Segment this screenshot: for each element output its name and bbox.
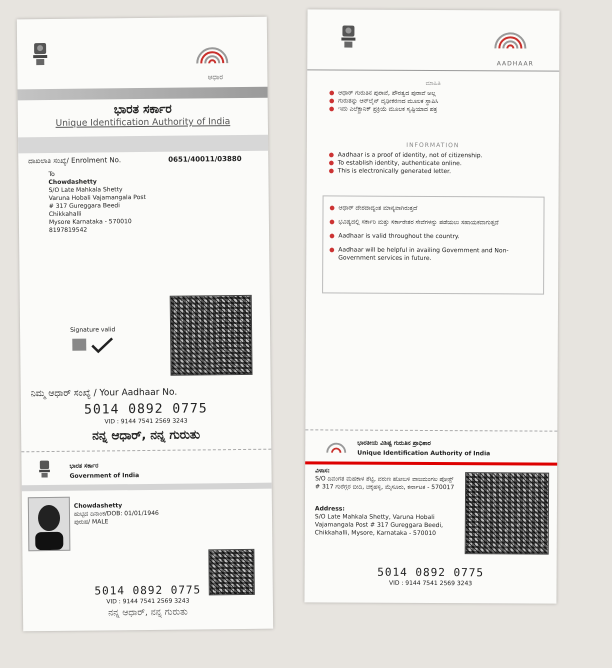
address-text: S/O Late Mahkala Shetty, Varuna Hobali Vajamangala Post # 317 Gureggara Beedi, Chikkahalli, Mysore, Karnataka - 570010 bbox=[314, 513, 444, 538]
emblem-icon bbox=[339, 24, 357, 50]
cut-line bbox=[21, 449, 271, 453]
signature-label: Signature valid bbox=[70, 326, 116, 334]
address-to: To bbox=[48, 170, 55, 179]
card-vid: VID : 9144 7541 2569 3243 bbox=[106, 597, 190, 606]
address-name: Chowdashetty bbox=[48, 178, 97, 187]
header-bar bbox=[18, 87, 268, 101]
address-kannada-label: ವಿಳಾಸ: bbox=[315, 467, 330, 475]
aadhaar-letter-front bbox=[17, 17, 273, 632]
signature-check-icon bbox=[72, 336, 122, 355]
usage-title: ಮಾಹಿತಿ bbox=[425, 79, 441, 88]
info-item: ● This is electronically generated letter. bbox=[329, 167, 549, 176]
aadhaar-letter-back bbox=[304, 9, 559, 603]
usage-item: ● ಆಧಾರ್ ಗುರುತಿನ ಪುರಾವೆ, ಪೌರತ್ವದ ಪುರಾವೆ ಅಲ್ಲ bbox=[329, 89, 549, 98]
aadhaar-logo bbox=[189, 41, 241, 83]
address-line: Chikkahalli bbox=[48, 210, 82, 219]
address-line: S/O Late Mahkala Shetty bbox=[48, 186, 123, 195]
grey-band bbox=[18, 135, 268, 154]
notice-item: ● ಭವಿಷ್ಯದಲ್ಲಿ ಸರ್ಕಾರಿ ಮತ್ತು ಸರ್ಕಾರೇತರ ಸೇವೆಗಳನ್ನು ಪಡೆಯಲು ಸಹಾಯಕವಾಗುತ್ತದೆ bbox=[329, 218, 537, 227]
cut-line bbox=[305, 429, 557, 431]
notice-box bbox=[322, 195, 545, 294]
info-item: ● To establish identity, authenticate online. bbox=[329, 159, 549, 168]
notice-item: ● ಆಧಾರ್ ದೇಶದಾದ್ಯಂತ ಮಾನ್ಯವಾಗಿರುತ್ತದೆ bbox=[329, 204, 537, 213]
logo-text: ಆಧಾರ bbox=[207, 73, 224, 82]
address-phone: 8197819542 bbox=[48, 226, 88, 234]
info-title: INFORMATION bbox=[406, 141, 460, 150]
address-kannada: S/O ದಿವಂಗತ ಮಹಕಾಳ ಶೆಟ್ಟಿ, ವರುಣ ಹೋಬಳಿ ವಾಜಮಂಗಲ ಪೋಸ್ಟ್ # 317 ಗುರೆಗ್ಗರ ಬೀದಿ, ಚಿಕ್ಕಹಳ್ಳಿ, ಮೈಸೂರು, ಕರ್ನಾಟಕ - 570017 bbox=[315, 475, 455, 492]
enrolment-number: 0651/40011/03880 bbox=[168, 154, 242, 164]
fingerprint-icon bbox=[319, 439, 353, 457]
enrolment-label: ದಾಖಲಾತಿ ಸಂಖ್ಯೆ/ Enrolment No. bbox=[28, 156, 122, 166]
aadhaar-label: ನಿಮ್ಮ ಆಧಾರ್ ಸಂಖ್ಯೆ / Your Aadhaar No. bbox=[30, 387, 178, 400]
aadhaar-number: 5014 0892 0775 bbox=[84, 401, 208, 418]
address-line: Varuna Hobali Vajamangala Post bbox=[48, 193, 146, 203]
notice-item: ● Aadhaar will be helpful in availing Government and Non-Government services in future. bbox=[329, 246, 537, 263]
address-line: Mysore Karnataka - 570010 bbox=[48, 218, 132, 227]
card-address-kannada bbox=[315, 467, 455, 492]
card-address bbox=[315, 505, 455, 538]
header-rule bbox=[307, 69, 559, 71]
address-line: # 317 Gureggara Beedi bbox=[48, 202, 120, 211]
recipient-address bbox=[48, 170, 189, 235]
usage-item: ● ಗುರುತನ್ನು ಆನ್‌ಲೈನ್ ದೃಢೀಕರಣದ ಮೂಲಕ ಸ್ಥಾಪಿಸಿ bbox=[329, 97, 549, 106]
usage-item: ● ಇದು ಎಲೆಕ್ಟ್ರಾನಿಕ್ ಪ್ರಕ್ರಿಯೆ ಮೂಲಕ ಸೃಷ್ಟಿಯಾದ ಪತ್ರ bbox=[329, 105, 549, 114]
card-aadhaar-number: 5014 0892 0775 bbox=[377, 565, 484, 580]
card-gov-english: Government of India bbox=[69, 472, 140, 480]
qr-code bbox=[170, 295, 253, 376]
card-gov-kannada: ಭಾರತ ಸರ್ಕಾರ bbox=[69, 462, 99, 470]
emblem-icon bbox=[31, 41, 49, 67]
info-list bbox=[329, 151, 549, 176]
address-label: Address: bbox=[314, 505, 345, 513]
aadhaar-logo bbox=[487, 26, 543, 68]
card-qr-code bbox=[465, 472, 549, 554]
usage-list bbox=[329, 89, 549, 114]
info-item: ● Aadhaar is a proof of identity, not of citizenship. bbox=[329, 151, 549, 160]
notice-item: ● Aadhaar is valid throughout the country. bbox=[329, 232, 537, 241]
logo-text: AADHAAR bbox=[496, 60, 534, 68]
notice-list bbox=[329, 204, 537, 263]
person-photo-icon bbox=[29, 498, 70, 550]
emblem-icon bbox=[37, 459, 51, 479]
fingerprint-icon bbox=[487, 26, 533, 56]
gov-title: ಭಾರತ ಸರ್ಕಾರ bbox=[113, 101, 172, 117]
card-slogan: ನನ್ನ ಆಧಾರ್, ನನ್ನ ಗುರುತು bbox=[108, 607, 188, 619]
card-authority-kannada: ಭಾರತೀಯ ವಿಶಿಷ್ಟ ಗುರುತಿನ ಪ್ರಾಧಿಕಾರ bbox=[357, 439, 431, 447]
vid-number: VID : 9144 7541 2569 3243 bbox=[104, 417, 188, 426]
card-vid: VID : 9144 7541 2569 3243 bbox=[388, 579, 473, 588]
card-name: Chowdashetty bbox=[73, 502, 123, 510]
card-aadhaar-number: 5014 0892 0775 bbox=[94, 583, 202, 598]
authority-name: Unique Identification Authority of India bbox=[55, 117, 231, 129]
card-authority: Unique Identification Authority of India bbox=[357, 449, 491, 458]
card-details bbox=[74, 501, 194, 526]
fingerprint-icon bbox=[189, 41, 235, 71]
card-red-rule bbox=[305, 461, 557, 465]
slogan: ನನ್ನ ಆಧಾರ್, ನನ್ನ ಗುರುತು bbox=[92, 427, 201, 443]
photo bbox=[28, 497, 71, 551]
card-dob: ಹುಟ್ಟಿದ ದಿನಾಂಕ/DOB: 01/01/1946 bbox=[73, 509, 159, 518]
card-gender: ಪುರುಷ/ MALE bbox=[74, 518, 109, 526]
card-band bbox=[22, 483, 272, 492]
